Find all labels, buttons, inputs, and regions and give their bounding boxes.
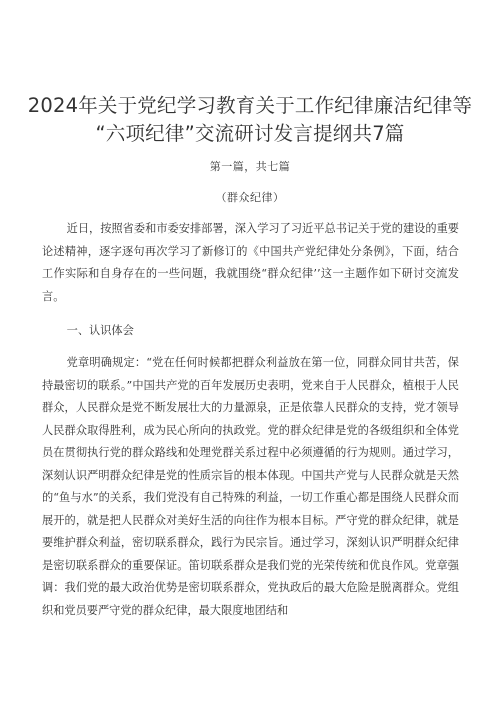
paragraph-body: 党章明确规定：“党在任何时候都把群众利益放在第一位，同群众同甘共苦，保持最密切的联系。”中国共产党的百年发展历史表明，党来自于人民群众，植根于人民群众，人民群众是党不断发展壮大的力量源泉，正是依靠人民群众的支持，党才领导人民群众取得胜利，成为民心所向的执政党。党的群众纪律是党的各级组织和全体党员在贯彻执行党的群众路线和处理党群关系过程中必须遵循的行为规则。通过学习，深刻认识严明群众纪律是党的性质宗旨的根本体现。中国共产党与人民群众就是天然的“鱼与水”的关系，我们党没有自己特殊的利益，一切工作重心都是围绕人民群众而展开的，就是把人民群众对美好生活的向往作为根本目标。严守党的群众纪律，就是要维护群众利益，密切联系群众，践行为民宗旨。通过学习，深刻认识严明群众纪律是密切联系群众的重要保证。笛切联系群众是我们党的光荣传统和优良作风。党章强调：我们党的最大政治优势是密切联系群众，党执政后的最大危险是脱离群众。党组织和党员要严守党的群众纪律，最大限度地团结和 xyxy=(42,356,459,617)
part-label: 第一篇，共七篇 xyxy=(209,160,291,173)
section-heading: 一、认识体会 xyxy=(66,324,134,337)
document-title-line-2: “六项纪律”交流研讨发言提纲共7篇 xyxy=(95,122,405,145)
document-title-line-1: 2024年关于党纪学习教育关于工作纪律廉洁纪律等 xyxy=(27,94,473,117)
section-label: （群众纪律） xyxy=(215,191,285,204)
paragraph-intro: 近日，按照省委和市委安排部署，深入学习了习近平总书记关于党的建设的重要论述精神，逐字逐句再次学习了新修订的《中国共产党纪律处分条例》，下面，结合工作实际和自身存在的一些问题，我就围绕“群众纪律’’这一主题作如下研讨交流发言。 xyxy=(42,222,459,303)
